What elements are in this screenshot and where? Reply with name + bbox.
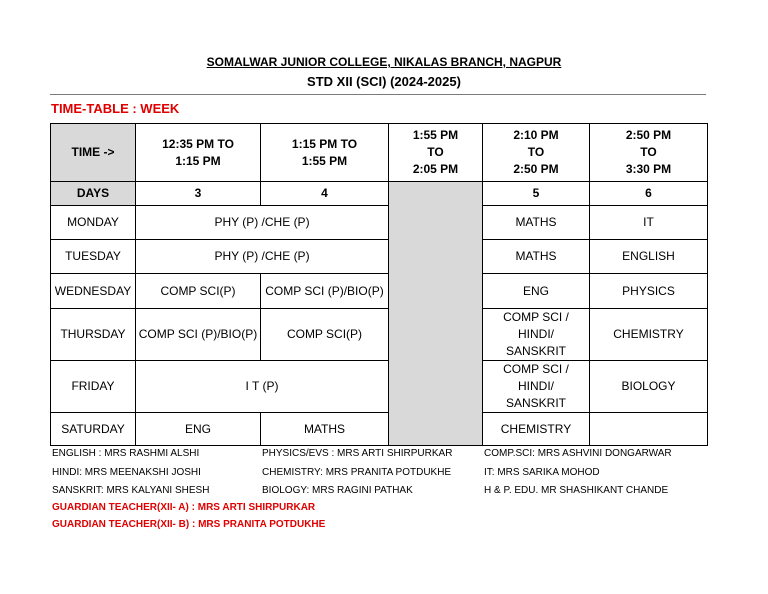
cell-text: COMP SCI / [503,310,569,324]
day-cell: SATURDAY [51,413,136,446]
slot-text: 3:30 PM [625,162,672,176]
teacher-entry: IT: MRS SARIKA MOHOD [484,466,600,478]
teacher-entry: BIOLOGY: MRS RAGINI PATHAK [262,485,413,496]
days-label-cell: DAYS [51,182,136,206]
period-6-cell: IT [590,206,708,240]
slot-text: 2:50 PM [513,162,559,176]
slot-2-cell [261,124,389,182]
teacher-list-col3 [484,445,672,501]
slot-1-cell [136,124,261,182]
slot-text: 1:55 PM [412,128,459,142]
merged-period-cell: I T (P) [136,361,389,413]
day-cell: MONDAY [51,206,136,240]
table-row-tuesday [51,240,708,274]
time-header-row [51,124,708,182]
slot-text: TO [527,145,545,159]
timetable-label: TIME-TABLE : WEEK [51,101,180,116]
period-3-cell: COMP SCI (P)/BIO(P) [136,309,261,361]
day-cell: FRIDAY [51,361,136,413]
guardian-list [52,499,325,533]
period-6-cell: BIOLOGY [590,361,708,413]
teacher-entry: SANSKRIT: MRS KALYANI SHESH [52,485,210,496]
cell-text: SANSKRIT [505,344,566,358]
period-6-cell: ENGLISH [590,240,708,274]
slot-4-cell [483,124,590,182]
slot-text: 2:10 PM [513,128,559,142]
days-header-row [51,182,708,206]
day-cell: WEDNESDAY [51,274,136,309]
period-5-cell [483,309,590,361]
merged-period-cell: PHY (P) /CHE (P) [136,206,389,240]
period-4-cell: COMP SCI (P)/BIO(P) [261,274,389,309]
period-6-cell: PHYSICS [590,274,708,309]
slot-text: TO [640,145,657,159]
cell-text: HINDI/ [518,379,554,393]
period-5-cell [483,361,590,413]
table-row-wednesday [51,274,708,309]
cell-text: SANSKRIT [505,396,566,410]
guardian-entry: GUARDIAN TEACHER(XII- B) : MRS PRANITA POTDUKHE [52,519,326,530]
slot-text: 1:15 PM [175,153,221,168]
period-4-cell: MATHS [261,413,389,446]
day-cell: THURSDAY [51,309,136,361]
slot-text: 2:05 PM [412,162,459,176]
period-5-header: 5 [483,182,590,206]
day-cell: TUESDAY [51,240,136,274]
period-6-cell [590,413,708,446]
teacher-entry: ENGLISH : MRS RASHMI ALSHI [52,448,200,459]
table-row-saturday [51,413,708,446]
cell-text: HINDI/ [518,327,554,341]
period-3-cell: ENG [136,413,261,446]
period-5-cell: CHEMISTRY [483,413,590,446]
period-3-header: 3 [136,182,261,206]
period-6-cell: CHEMISTRY [590,309,708,361]
college-title: SOMALWAR JUNIOR COLLEGE, NIKALAS BRANCH, NAGPUR [206,55,562,69]
teacher-entry: CHEMISTRY: MRS PRANITA POTDUKHE [262,466,452,478]
period-3-cell: COMP SCI(P) [136,274,261,309]
slot-break-cell [389,124,483,182]
teacher-entry: HINDI: MRS MEENAKSHI JOSHI [52,466,201,478]
period-5-cell: MATHS [483,240,590,274]
header-divider [50,94,706,95]
table-row-friday [51,361,708,413]
table-row-monday [51,206,708,240]
period-4-cell: COMP SCI(P) [261,309,389,361]
period-5-cell: ENG [483,274,590,309]
guardian-entry: GUARDIAN TEACHER(XII- A) : MRS ARTI SHIRPURKAR [52,502,316,513]
merged-period-cell: PHY (P) /CHE (P) [136,240,389,274]
period-6-header: 6 [590,182,708,206]
teacher-list-col1 [52,445,209,501]
slot-text: TO [427,145,444,159]
table-row-thursday [51,309,708,361]
slot-5-cell [590,124,708,182]
standard-title: STD XII (SCI) (2024-2025) [307,74,461,89]
cell-text: COMP SCI / [503,362,569,376]
teacher-list-col2 [262,445,452,501]
time-label-cell: TIME -> [51,124,136,182]
break-column [389,182,483,446]
slot-text: 1:15 PM TO [291,136,358,151]
period-5-cell: MATHS [483,206,590,240]
teacher-entry: H & P. EDU. MR SHASHIKANT CHANDE [484,485,669,496]
slot-text: 12:35 PM TO [162,136,234,151]
teacher-entry: PHYSICS/EVS : MRS ARTI SHIRPURKAR [262,448,453,459]
period-4-header: 4 [261,182,389,206]
slot-text: 1:55 PM [301,153,348,168]
teacher-entry: COMP.SCI: MRS ASHVINI DONGARWAR [484,448,672,459]
timetable [50,123,708,446]
slot-text: 2:50 PM [625,128,672,142]
